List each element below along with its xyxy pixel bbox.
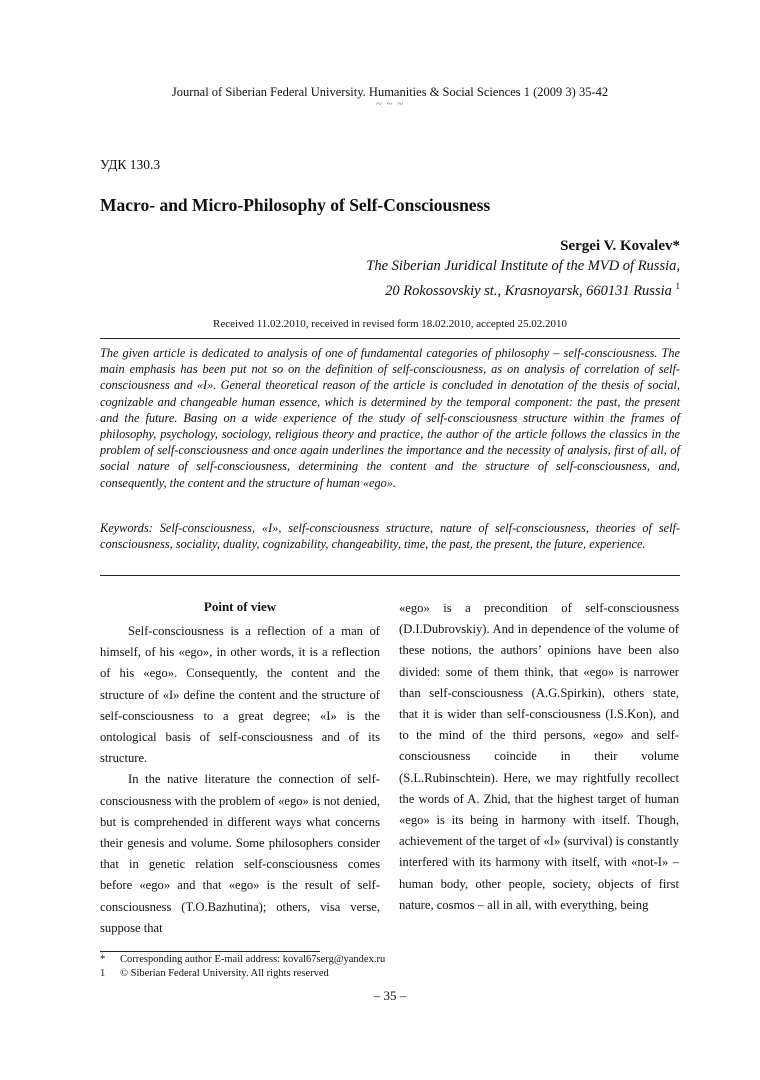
keywords: Keywords: Self-consciousness, «I», self-consciousness structure, nature of self-consciousness, theories of self-consciousness, sociality, duality, cognizability, changeability, time, the past, the present, the future, experience. — [100, 521, 680, 552]
page-number: – 35 – — [373, 988, 407, 1003]
affiliation-footnote-mark: 1 — [675, 281, 680, 291]
udk-code: УДК 130.3 — [100, 157, 161, 172]
paragraph: In the native literature the connection of self-consciousness with the problem of «ego» is not denied, but is comprehended in different ways what concerns their genesis and volume. Some philosophers consider that in genetic relation self-consciousness comes before «ego» and that «ego» is the result of self-consciousness (T.O.Bazhutina); others, visa verse, suppose that — [100, 772, 380, 935]
journal-header: Journal of Siberian Federal University. Humanities & Social Sciences 1 (2009 3) 35-42 — [171, 85, 609, 99]
footnote-text: Corresponding author E-mail address: koval67serg@yandex.ru — [120, 954, 386, 965]
abstract-bottom-rule — [100, 575, 680, 576]
abstract-top-rule — [100, 338, 680, 339]
affiliation-line-2 — [160, 276, 680, 301]
footnote — [100, 953, 680, 967]
affiliation-line-1: The Siberian Juridical Institute of the MVD of Russia, — [366, 258, 680, 274]
footnote-rule — [100, 951, 320, 952]
footnotes — [100, 953, 680, 981]
left-column — [100, 598, 380, 939]
right-column — [399, 598, 679, 916]
header-ornament: ~ ~ ~ — [375, 98, 405, 110]
paragraph: Self-consciousness is a reflection of a man of himself, of his «ego», in other words, it is a reflection of his «ego». Consequently, the content and the structure of «I» define the content and the structure of self-consciousness to a great degree; «I» is the ontological basis of self-consciousness and of its structure. — [100, 624, 380, 766]
article-title: Macro- and Micro-Philosophy of Self-Consciousness — [100, 195, 491, 215]
footnote-mark: * — [100, 954, 106, 965]
received-dates: Received 11.02.2010, received in revised form 18.02.2010, accepted 25.02.2010 — [213, 318, 567, 330]
abstract: The given article is dedicated to analysis of one of fundamental categories of philosophy – self-consciousness. The main emphasis has been put not so on the definition of self-consciousness, as on analysis of correlation of self-consciousness and «I». General theoretical reason of the article is concluded in denotation of the thesis of social, cognizable and changeable human essence, which is determined by the temporal component: the past, the present and the future. Basing on a wide experience of the study of self-consciousness structure within the frames of philosophy, psychology, sociology, religious theory and practice, the author of the article follows the classics in the problem of self-consciousness and once again underlines the importance and the necessity of analysis, first of all, of social nature of self-consciousness, determining the content and the structure of self-consciousness, and, consequently, the content and the structure of human «ego». — [100, 346, 680, 490]
author-name: Sergei V. Kovalev* — [560, 238, 680, 254]
author-block — [160, 236, 680, 301]
footnote-mark: 1 — [100, 968, 106, 979]
affiliation-address: 20 Rokossovskiy st., Krasnoyarsk, 660131 Russia — [385, 283, 672, 299]
footnote-text: © Siberian Federal University. All rights reserved — [120, 968, 329, 979]
section-heading: Point of view — [203, 599, 277, 614]
footnote — [100, 967, 680, 981]
paragraph: «ego» is a precondition of self-consciousness (D.I.Dubrovskiy). And in dependence of the volume of these notions, the authors’ opinions have been also divided: some of them think, that «ego» is narrower than self-consciousness (A.G.Spirkin), others state, that it is wider than self-consciousness (I.S.Kon), and to the mind of the third persons, «ego» and self-consciousness coincide in their volume (S.L.Rubinschtein). Here, we may rightfully recollect the words of A. Zhid, that the highest target of human «ego» is its being in harmony with itself. Though, achievement of the target of «I» (survival) is constantly interfered with its harmony with itself, with «not-I» – human body, other people, society, objects of first nature, cosmos – all in all, with everything, being — [399, 601, 679, 912]
